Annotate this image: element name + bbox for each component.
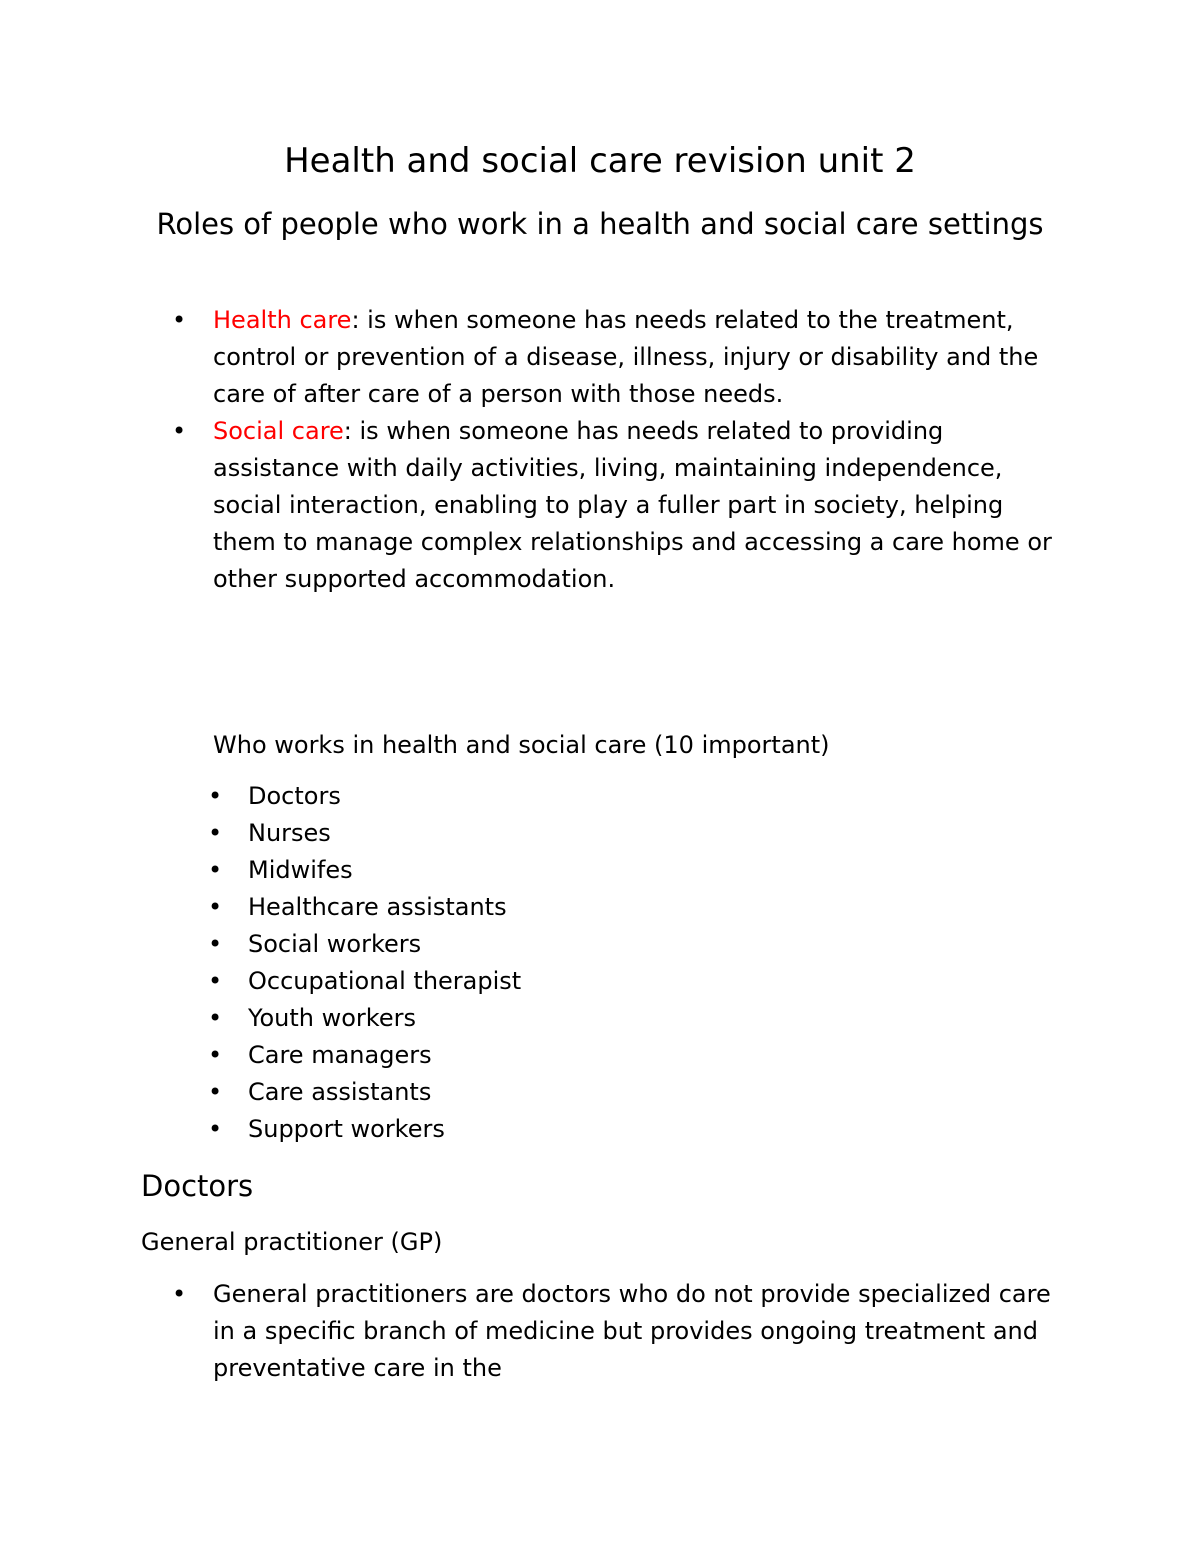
definition-term: Health care: [213, 306, 352, 334]
sub-heading-gp: General practitioner (GP): [141, 1228, 443, 1256]
definition-term: Social care: [213, 417, 344, 445]
definition-text: : is when someone has needs related to providing assistance with daily activities, living, maintaining independence, social interaction, enabling to play a fuller part in society, helping them to manage complex relationships and accessing a care home or other supported accommodation.: [213, 417, 1052, 593]
definition-text: : is when someone has needs related to the treatment, control or prevention of a disease, illness, injury or disability and the care of after care of a person with those needs.: [213, 306, 1039, 408]
document-subtitle: Roles of people who work in a health and social care settings: [156, 207, 1044, 241]
bullet-icon: •: [208, 967, 223, 995]
bullet-icon: •: [208, 893, 223, 921]
bullet-icon: •: [208, 819, 223, 847]
role-label: Healthcare assistants: [248, 893, 507, 921]
list-item: [208, 926, 808, 963]
role-label: Care assistants: [248, 1078, 432, 1106]
bullet-icon: •: [208, 782, 223, 810]
roles-intro: Who works in health and social care (10 important): [213, 731, 830, 759]
document-title: Health and social care revision unit 2: [284, 141, 916, 181]
bullet-icon: •: [172, 306, 187, 334]
role-label: Social workers: [248, 930, 422, 958]
list-item: [208, 1111, 808, 1148]
list-item: [208, 815, 808, 852]
bullet-icon: •: [208, 856, 223, 884]
gp-points-list: [172, 1276, 1062, 1387]
role-label: Support workers: [248, 1115, 445, 1143]
roles-list: [208, 778, 808, 1148]
list-item: [208, 1074, 808, 1111]
bullet-icon: •: [208, 1004, 223, 1032]
role-label: Doctors: [248, 782, 341, 810]
list-item: [208, 1000, 808, 1037]
bullet-icon: •: [208, 1078, 223, 1106]
list-item: [208, 778, 808, 815]
list-item: [208, 1037, 808, 1074]
role-label: Youth workers: [248, 1004, 416, 1032]
section-heading-doctors: Doctors: [141, 1169, 254, 1203]
bullet-icon: •: [208, 1115, 223, 1143]
bullet-icon: •: [172, 1280, 187, 1308]
bullet-icon: •: [208, 1041, 223, 1069]
list-item: [208, 889, 808, 926]
definition-item-health-care: [172, 302, 1062, 413]
gp-point-text: General practitioners are doctors who do not provide specialized care in a specific branch of medicine but provides ongoing treatment and preventative care in the: [213, 1280, 1051, 1382]
definition-item-social-care: [172, 413, 1062, 598]
bullet-icon: •: [208, 930, 223, 958]
role-label: Midwifes: [248, 856, 353, 884]
role-label: Nurses: [248, 819, 331, 847]
definition-list: [172, 302, 1062, 598]
list-item: [208, 852, 808, 889]
list-item: [208, 963, 808, 1000]
list-item: [172, 1276, 1062, 1387]
role-label: Occupational therapist: [248, 967, 522, 995]
bullet-icon: •: [172, 417, 187, 445]
role-label: Care managers: [248, 1041, 432, 1069]
